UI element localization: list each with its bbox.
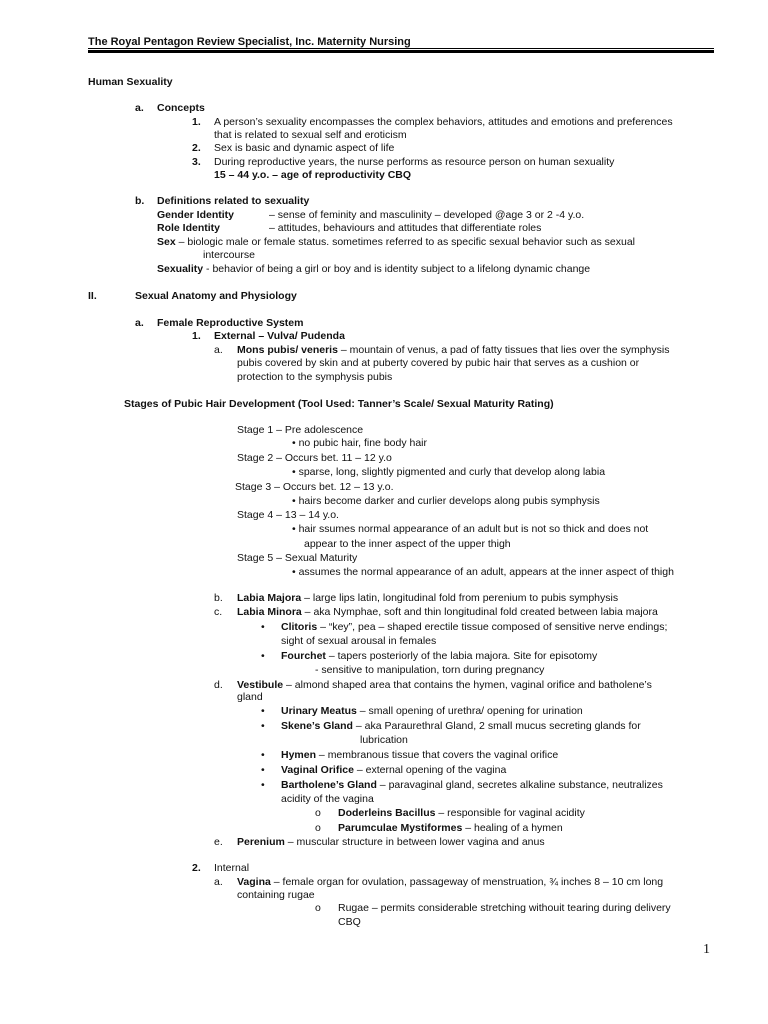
stage-label: Stage 5 – Sexual Maturity (237, 552, 358, 564)
list-number: 1. (192, 330, 201, 342)
page-number: 1 (703, 942, 710, 957)
definition-text: acidity of the vagina (281, 793, 374, 805)
definition-text: – female organ for ovulation, passageway of menstruation, ¾ inches 8 – 10 cm long (270, 876, 664, 888)
definition-text: – aka Nymphae, soft and thin longitudinal fold created between labia majora (301, 606, 658, 618)
subsection-title: Concepts (157, 102, 205, 114)
definition-term: Sexuality (157, 263, 204, 275)
section-heading: Human Sexuality (88, 76, 173, 88)
stage-label: Stage 1 – Pre adolescence (237, 424, 364, 436)
definition-line (237, 605, 658, 619)
definition-term: Role Identity (157, 222, 221, 234)
bullet: • (261, 621, 265, 633)
stage-label: Stage 2 – Occurs bet. 11 – 12 y.o (237, 452, 392, 464)
tanner-heading: Stages of Pubic Hair Development (Tool Used: Tanner’s Scale/ Sexual Maturity Rating) (124, 398, 554, 410)
sub-bullet: o (315, 902, 321, 914)
sub-bullet: o (315, 807, 321, 819)
definition-line (281, 778, 663, 792)
list-item-text: that is related to sexual self and eroticism (214, 129, 407, 141)
definition-text: sight of sexual arousal in females (281, 635, 437, 647)
definition-term: Mons pubis/ veneris (237, 344, 338, 356)
definition-line (237, 678, 652, 692)
definition-text: – sense of feminity and masculinity – developed @age 3 or 2 -4 y.o. (269, 209, 585, 221)
definition-term: Labia Majora (237, 592, 302, 604)
definition-text: – almond shaped area that contains the hymen, vaginal orifice and batholene’s (283, 679, 652, 691)
stage-bullet: • no pubic hair, fine body hair (292, 437, 428, 449)
definition-term: Hymen (281, 749, 317, 761)
list-letter: b. (214, 592, 223, 604)
definition-term: Bartholene’s Gland (281, 779, 377, 791)
definition-line (237, 343, 669, 357)
definition-text: – membranous tissue that covers the vaginal orifice (316, 749, 559, 761)
list-letter: a. (214, 344, 223, 356)
list-item-text: A person’s sexuality encompasses the complex behaviors, attitudes and emotions and preferences (214, 116, 673, 128)
definition-term: Vagina (237, 876, 271, 888)
definition-text: – external opening of the vagina (353, 764, 507, 776)
definition-text: – “key”, pea – shaped erectile tissue composed of sensitive nerve endings; (317, 621, 668, 633)
definition-text: Rugae – permits considerable stretching withouit tearing during delivery (338, 902, 671, 914)
definition-term: Fourchet (281, 650, 326, 662)
section-heading: Sexual Anatomy and Physiology (135, 290, 297, 302)
stage-bullet: • sparse, long, slightly pigmented and curly that develop along labia (292, 466, 606, 478)
definition-term: Doderleins Bacillus (338, 807, 436, 819)
definition-term: Skene’s Gland (281, 720, 353, 732)
definition-line (157, 235, 635, 249)
definition-line (281, 763, 506, 777)
definition-text: – aka Paraurethral Gland, 2 small mucus secreting glands for (352, 720, 641, 732)
definition-line (338, 821, 563, 835)
subsection-title: External – Vulva/ Pudenda (214, 330, 345, 342)
definition-text: – biologic male or female status. sometimes referred to as specific sexual behavior such as sexual (175, 236, 635, 248)
cbq-note: 15 – 44 y.o. – age of reproductivity CBQ (214, 169, 412, 181)
bullet: • (261, 650, 265, 662)
subsection-title: Definitions related to sexuality (157, 195, 310, 207)
definition-text: pubis covered by skin and at puberty covered by pubic hair that serves as a cushion or (237, 357, 640, 369)
definition-term: Perenium (237, 836, 285, 848)
bullet: • (261, 764, 265, 776)
definition-term: Parumculae Mystiformes (338, 822, 463, 834)
definition-text: – tapers posteriorly of the labia majora. Site for episotomy (325, 650, 598, 662)
definition-line (281, 719, 641, 733)
subsection-title: Female Reproductive System (157, 317, 304, 329)
bullet: • (261, 749, 265, 761)
definition-line (281, 620, 667, 634)
stage-bullet-cont: appear to the inner aspect of the upper thigh (304, 538, 511, 550)
list-number: 1. (192, 116, 201, 128)
definition-text: containing rugae (237, 889, 315, 901)
definition-term: Labia Minora (237, 606, 302, 618)
definition-text: intercourse (203, 249, 255, 261)
definition-term: Vestibule (237, 679, 284, 691)
list-letter: b. (135, 195, 145, 207)
subsection-title: Internal (214, 862, 250, 874)
definition-line (237, 591, 618, 605)
list-number: 3. (192, 156, 201, 168)
definition-text: – small opening of urethra/ opening for urination (356, 705, 583, 717)
list-item-text: Sex is basic and dynamic aspect of life (214, 142, 395, 154)
stage-bullet: • hair ssumes normal appearance of an adult but is not so thick and does not (292, 523, 649, 535)
definition-text: - behavior of being a girl or boy and is identity subject to a lifelong dynamic change (203, 263, 591, 275)
definition-text: – paravaginal gland, secretes alkaline substance, neutralizes (376, 779, 663, 791)
definition-text: – attitudes, behaviours and attitudes that differentiate roles (269, 222, 542, 234)
definition-line (237, 875, 663, 889)
stage-label: Stage 4 – 13 – 14 y.o. (237, 509, 339, 521)
definition-term: Vaginal Orifice (281, 764, 354, 776)
list-item-text: During reproductive years, the nurse performs as resource person on human sexuality (214, 156, 615, 168)
definition-text: – healing of a hymen (462, 822, 563, 834)
definition-text: protection to the symphysis pubis (237, 371, 393, 383)
list-letter: a. (214, 876, 223, 888)
sub-bullet: o (315, 822, 321, 834)
stage-bullet: • assumes the normal appearance of an adult, appears at the inner aspect of thigh (292, 566, 674, 578)
definition-text: - sensitive to manipulation, torn during pregnancy (315, 664, 545, 676)
definition-line (281, 704, 583, 718)
bullet: • (261, 720, 265, 732)
section-number: II. (88, 290, 97, 302)
header-rule-thick (88, 50, 714, 53)
definition-line (157, 262, 590, 276)
definition-term: Sex (157, 236, 176, 248)
definition-text: – responsible for vaginal acidity (435, 807, 585, 819)
list-number: 2. (192, 142, 201, 154)
header-title: The Royal Pentagon Review Specialist, Inc. Maternity Nursing (88, 36, 411, 48)
header-rule-thin (88, 48, 714, 49)
definition-text: lubrication (360, 734, 408, 746)
definition-line (281, 649, 597, 663)
definition-term: Gender Identity (157, 209, 235, 221)
definition-term: Urinary Meatus (281, 705, 357, 717)
list-letter: d. (214, 679, 223, 691)
definition-term: Clitoris (281, 621, 318, 633)
list-letter: c. (214, 606, 223, 618)
definition-line (281, 748, 558, 762)
definition-line (237, 835, 545, 849)
definition-text: – large lips latin, longitudinal fold from perenium to pubis symphysis (301, 592, 619, 604)
stage-label: Stage 3 – Occurs bet. 12 – 13 y.o. (235, 481, 394, 493)
definition-text: – mountain of venus, a pad of fatty tissues that lies over the symphysis (337, 344, 670, 356)
bullet: • (261, 705, 265, 717)
list-letter: e. (214, 836, 223, 848)
stage-bullet: • hairs become darker and curlier develops along pubis symphysis (292, 495, 600, 507)
definition-text: gland (237, 691, 263, 703)
list-number: 2. (192, 862, 201, 874)
definition-line (338, 806, 585, 820)
cbq-note: CBQ (338, 916, 361, 928)
bullet: • (261, 779, 265, 791)
definition-text: – muscular structure in between lower vagina and anus (284, 836, 545, 848)
list-letter: a. (135, 102, 144, 114)
list-letter: a. (135, 317, 144, 329)
